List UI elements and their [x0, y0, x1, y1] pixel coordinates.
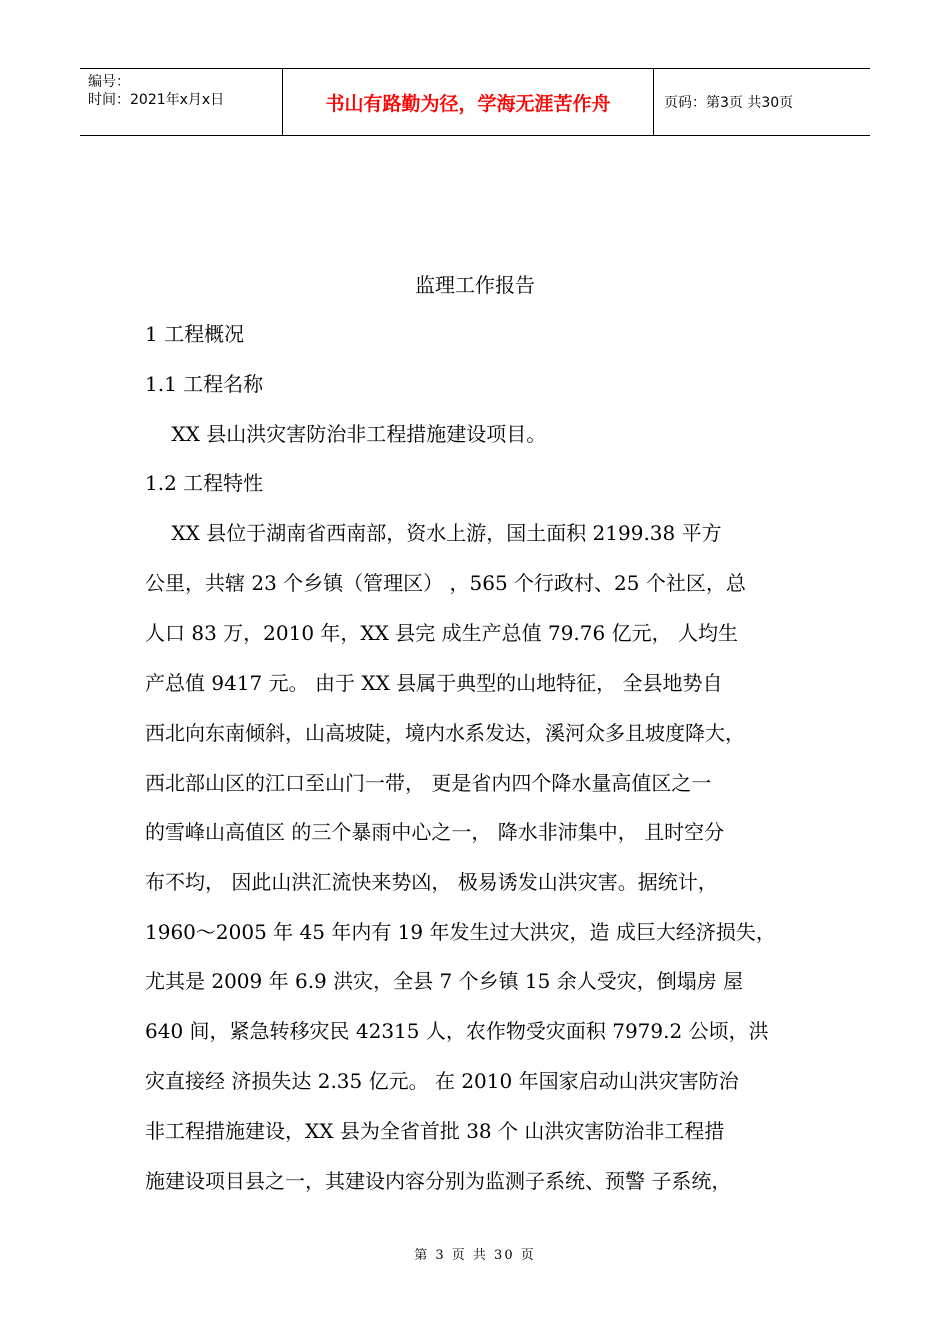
- paragraph-line: 公里，共辖 23 个乡镇（管理区） ，565 个行政村、25 个社区，总: [145, 571, 746, 595]
- paragraph-line: 西北部山区的江口至山门一带， 更是省内四个降水量高值区之一: [145, 771, 712, 795]
- paragraph-line: 产总值 9417 元。 由于 XX 县属于典型的山地特征， 全县地势自: [145, 671, 723, 695]
- header-page-info: 页码：第3页 共30页: [664, 95, 794, 111]
- paragraph-line: 640 间，紧急转移灾民 42315 人，农作物受灾面积 7979.2 公顷，洪: [145, 1019, 769, 1043]
- paragraph-line: XX 县山洪灾害防治非工程措施建设项目。: [145, 422, 547, 446]
- document-number-label: 编号：: [88, 74, 130, 90]
- paragraph-line: 的雪峰山高值区 的三个暴雨中心之一， 降水非沛集中， 且时空分: [145, 820, 725, 844]
- header-meta: [80, 69, 282, 135]
- paragraph-line: 人口 83 万，2010 年，XX 县完 成生产总值 79.76 亿元， 人均生: [145, 621, 738, 645]
- paragraph-line: 施建设项目县之一，其建设内容分别为监测子系统、预警 子系统，: [145, 1169, 732, 1193]
- paragraph-line: 非工程措施建设，XX 县为全省首批 38 个 山洪灾害防治非工程措: [145, 1119, 725, 1143]
- page-header: [80, 68, 870, 136]
- subsection-heading: 1.2 工程特性: [145, 471, 264, 495]
- paragraph-line: 布不均， 因此山洪汇流快来势凶， 极易诱发山洪灾害。据统计，: [145, 870, 718, 894]
- page-footer: 第 3 页 共 30 页: [414, 1248, 536, 1263]
- document-date: 时间：2021年x月x日: [88, 92, 225, 108]
- paragraph-line: 西北向东南倾斜，山高坡陡，境内水系发达，溪河众多且坡度降大，: [145, 721, 745, 745]
- document-title: 监理工作报告: [415, 273, 535, 297]
- paragraph-line: XX 县位于湖南省西南部，资水上游，国土面积 2199.38 平方: [145, 521, 722, 545]
- subsection-heading: 1.1 工程名称: [145, 372, 264, 396]
- paragraph-line: 灾直接经 济损失达 2.35 亿元。 在 2010 年国家启动山洪灾害防治: [145, 1069, 739, 1093]
- paragraph-line: 尤其是 2009 年 6.9 洪灾，全县 7 个乡镇 15 余人受灾，倒塌房 屋: [145, 969, 744, 993]
- paragraph-line: 1960～2005 年 45 年内有 19 年发生过大洪灾，造 成巨大经济损失，: [145, 920, 776, 944]
- section-heading: 1 工程概况: [145, 322, 245, 346]
- header-motto: 书山有路勤为径，学海无涯苦作舟: [282, 69, 654, 135]
